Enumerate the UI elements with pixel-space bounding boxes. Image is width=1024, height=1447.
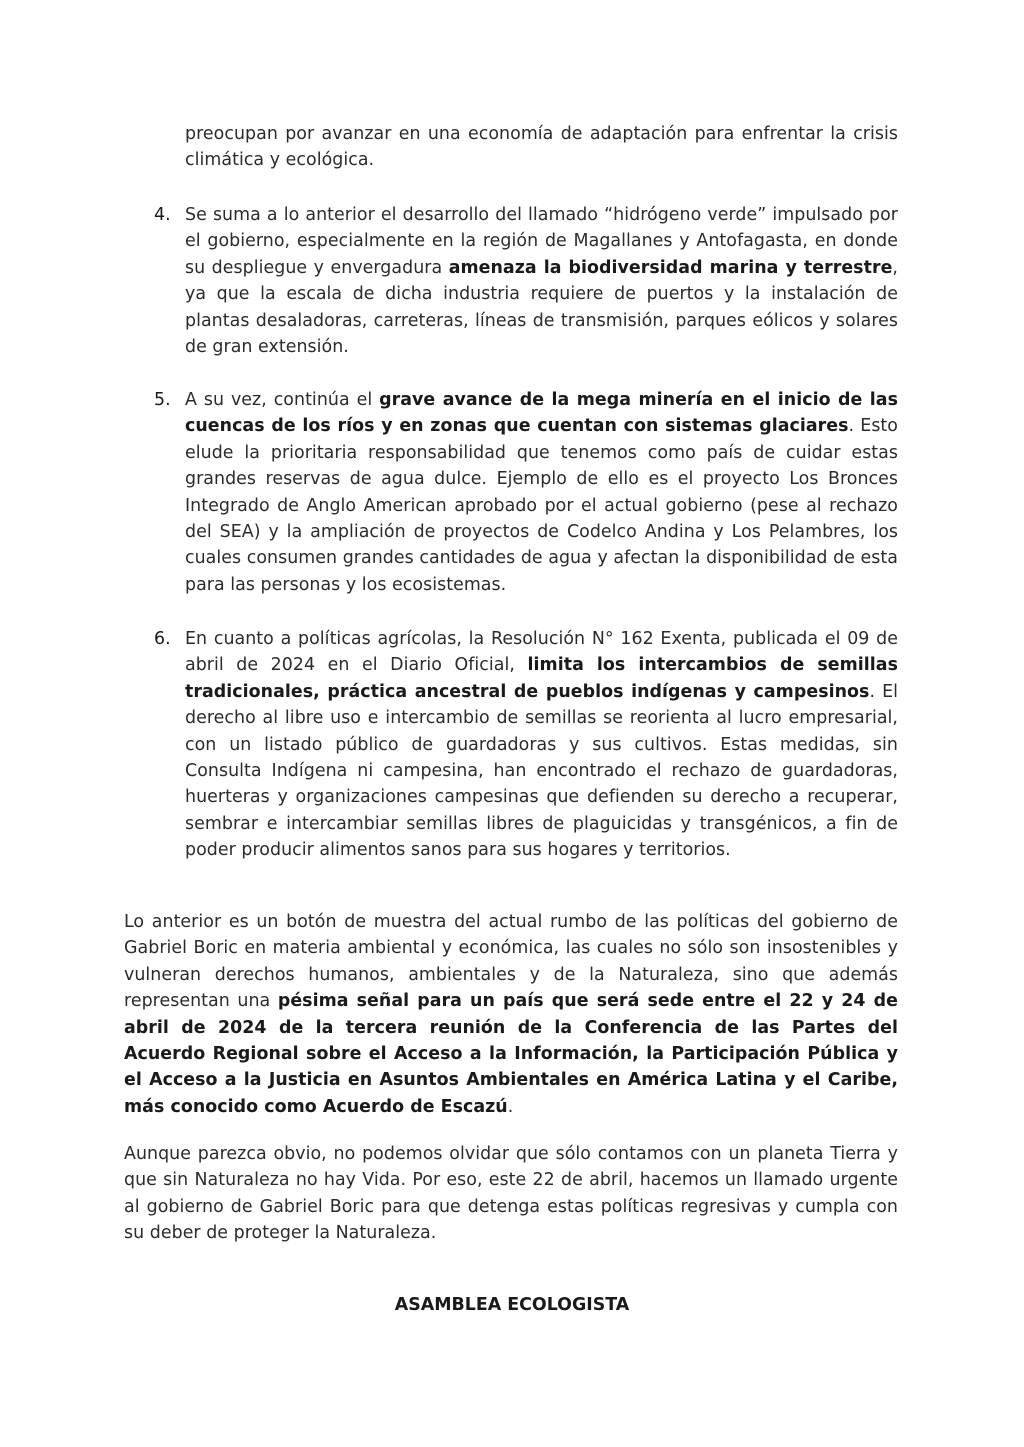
text-segment: Se suma a lo anterior el desarrollo del llamado “hidrógeno verde” impulsado por el gobierno, especialmente en la región de Magallanes y Antofagasta, en donde su despliegue y envergadura — [185, 205, 898, 278]
text-segment: . Esto elude la prioritaria responsabilidad que tenemos como país de cuidar estas grandes reservas de agua dulce. Ejemplo de ello es el proyecto Los Bronces Integrado de Anglo American aprobado por el actual gobierno (pese al rechazo del SEA) y la ampliación de proyectos de Codelco Andina y Los Pelambres, los cuales consumen grandes cantidades de agua y afectan la disponibilidad de esta para las personas y los ecosistemas. — [185, 416, 898, 595]
body-paragraph — [124, 1141, 898, 1247]
bold-text-segment: amenaza la biodiversidad marina y terrestre — [448, 257, 893, 278]
list-item-number: 5. — [154, 390, 171, 410]
list-item-number: 6. — [154, 629, 171, 649]
list-item-number: 4. — [154, 205, 171, 225]
bold-text-segment: pésima señal para un país que será sede entre el 22 y 24 de abril de 2024 de la tercera reunión de la Conferencia de las Partes del Acuerdo Regional sobre el Acceso a la Información, la Participación Pública y el Acceso a la Justicia en Asuntos Ambientales en América Latina y el Caribe, más conocido como Acuerdo de Escazú — [124, 991, 898, 1117]
text-segment: . El derecho al libre uso e intercambio de semillas se reorienta al lucro empresarial, con un listado público de guardadoras y sus cultivos. Estas medidas, sin Consulta Indígena ni campesina, han encontrado el rechazo de guardadoras, huerteras y organizaciones campesinas que defienden su derecho a recuperar, sembrar e intercambiar semillas libres de plaguicidas y transgénicos, a fin de poder producir alimentos sanos para sus hogares y territorios. — [185, 681, 898, 861]
bold-text-segment: limita los intercambios de semillas tradicionales, práctica ancestral de pueblos indígenas y campesinos — [185, 655, 898, 702]
body-paragraph — [124, 909, 898, 1120]
list-item-text — [185, 202, 898, 360]
text-segment: , ya que la escala de dicha industria requiere de puertos y la instalación de plantas desaladoras, carreteras, líneas de transmisión, parques eólicos y solares de gran extensión. — [185, 257, 898, 358]
text-segment: A su vez, continúa el — [185, 390, 380, 410]
continuation-paragraph: preocupan por avanzar en una economía de adaptación para enfrentar la crisis climática y ecológica. — [185, 124, 898, 171]
signature: ASAMBLEA ECOLOGISTA — [394, 1295, 630, 1315]
bold-text-segment: grave avance de la mega minería en el inicio de las cuencas de los ríos y en zonas que cuentan con sistemas glaciares — [185, 390, 898, 437]
list-item-text — [185, 626, 898, 864]
text-segment: Aunque parezca obvio, no podemos olvidar que sólo contamos con un planeta Tierra y que sin Naturaleza no hay Vida. Por eso, este 22 de abril, hacemos un llamado urgente al gobierno de Gabriel Boric para que detenga estas políticas regresivas y cumpla con su deber de proteger la Naturaleza. — [124, 1144, 898, 1244]
text-segment: . — [507, 1096, 514, 1117]
text-segment: En cuanto a políticas agrícolas, la Resolución N° 162 Exenta, publicada el 09 de abril de 2024 en el Diario Oficial, — [185, 629, 898, 676]
text-segment: Lo anterior es un botón de muestra del actual rumbo de las políticas del gobierno de Gabriel Boric en materia ambiental y económica, las cuales no sólo son insostenibles y vulneran derechos humanos, ambientales y de la Naturaleza, sino que además representan una — [124, 912, 898, 1012]
list-item-text — [185, 387, 898, 598]
